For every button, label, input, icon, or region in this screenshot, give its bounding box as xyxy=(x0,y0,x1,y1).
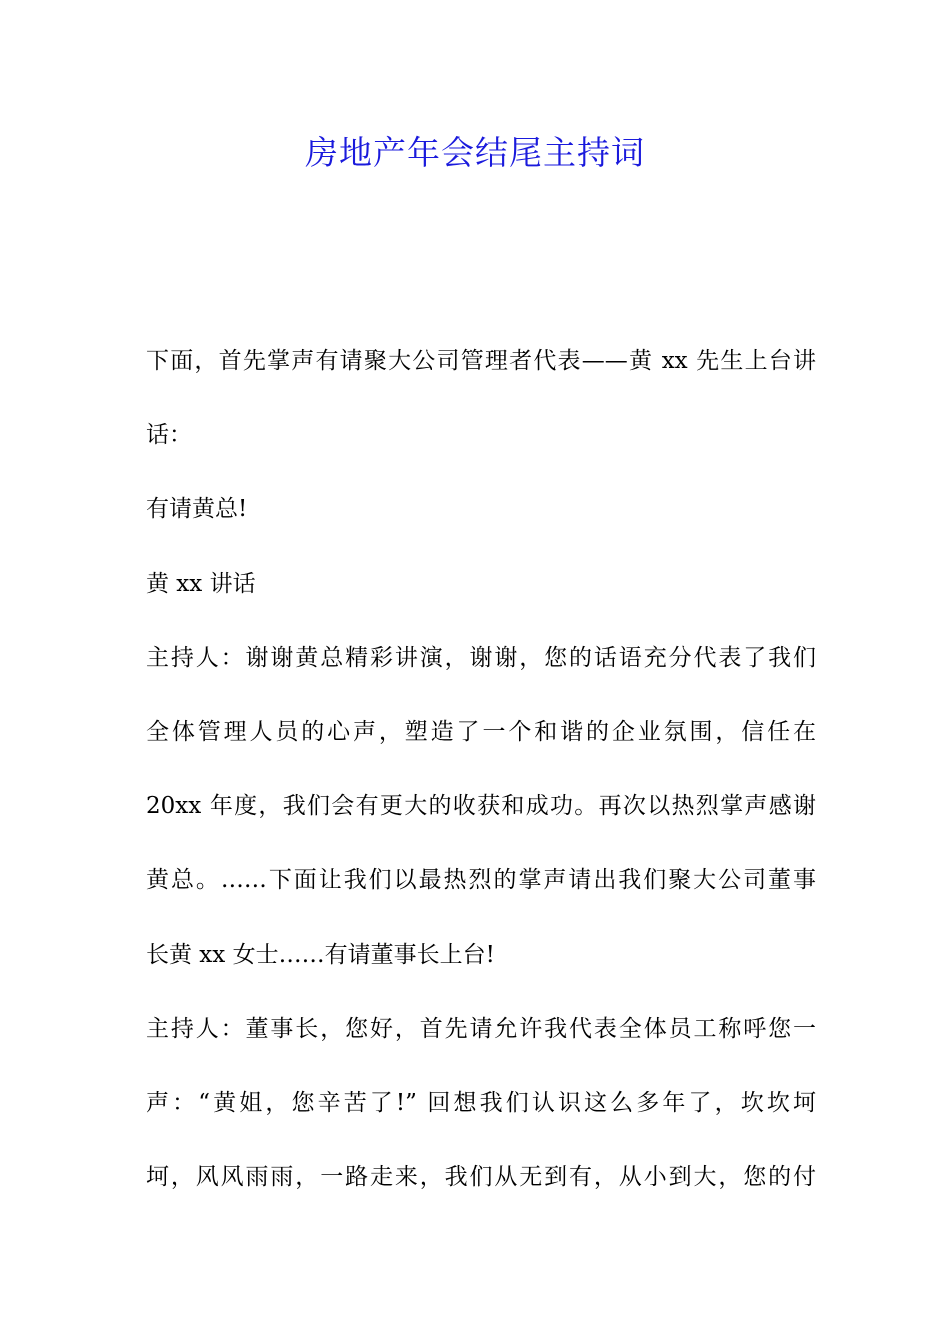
paragraph-line: 黄总。……下面让我们以最热烈的掌声请出我们聚大公司董事 xyxy=(146,867,816,894)
paragraph-line: 下面，首先掌声有请聚大公司管理者代表——黄 xx 先生上台讲 xyxy=(146,348,816,374)
paragraph-line: 主持人：谢谢黄总精彩讲演，谢谢，您的话语充分代表了我们 xyxy=(146,644,816,671)
paragraph-line: 声：“黄姐，您辛苦了!” 回想我们认识这么多年了，坎坎坷 xyxy=(146,1089,816,1116)
paragraph-line: 主持人：董事长，您好，首先请允许我代表全体员工称呼您一 xyxy=(146,1015,816,1042)
document-title: 房地产年会结尾主持词 xyxy=(305,133,645,172)
paragraph-line: 话： xyxy=(146,422,192,449)
paragraph-line: 20xx 年度，我们会有更大的收获和成功。再次以热烈掌声感谢 xyxy=(146,793,816,820)
paragraph-line: 黄 xx 讲话 xyxy=(146,570,256,597)
paragraph-line: 坷，风风雨雨，一路走来，我们从无到有，从小到大，您的付 xyxy=(146,1164,816,1191)
paragraph-line: 全体管理人员的心声，塑造了一个和谐的企业氛围，信任在 xyxy=(146,718,816,745)
paragraph-line: 长黄 xx 女士……有请董事长上台! xyxy=(146,941,495,968)
document-body xyxy=(146,336,816,1226)
paragraph-line: 有请黄总! xyxy=(146,496,248,523)
